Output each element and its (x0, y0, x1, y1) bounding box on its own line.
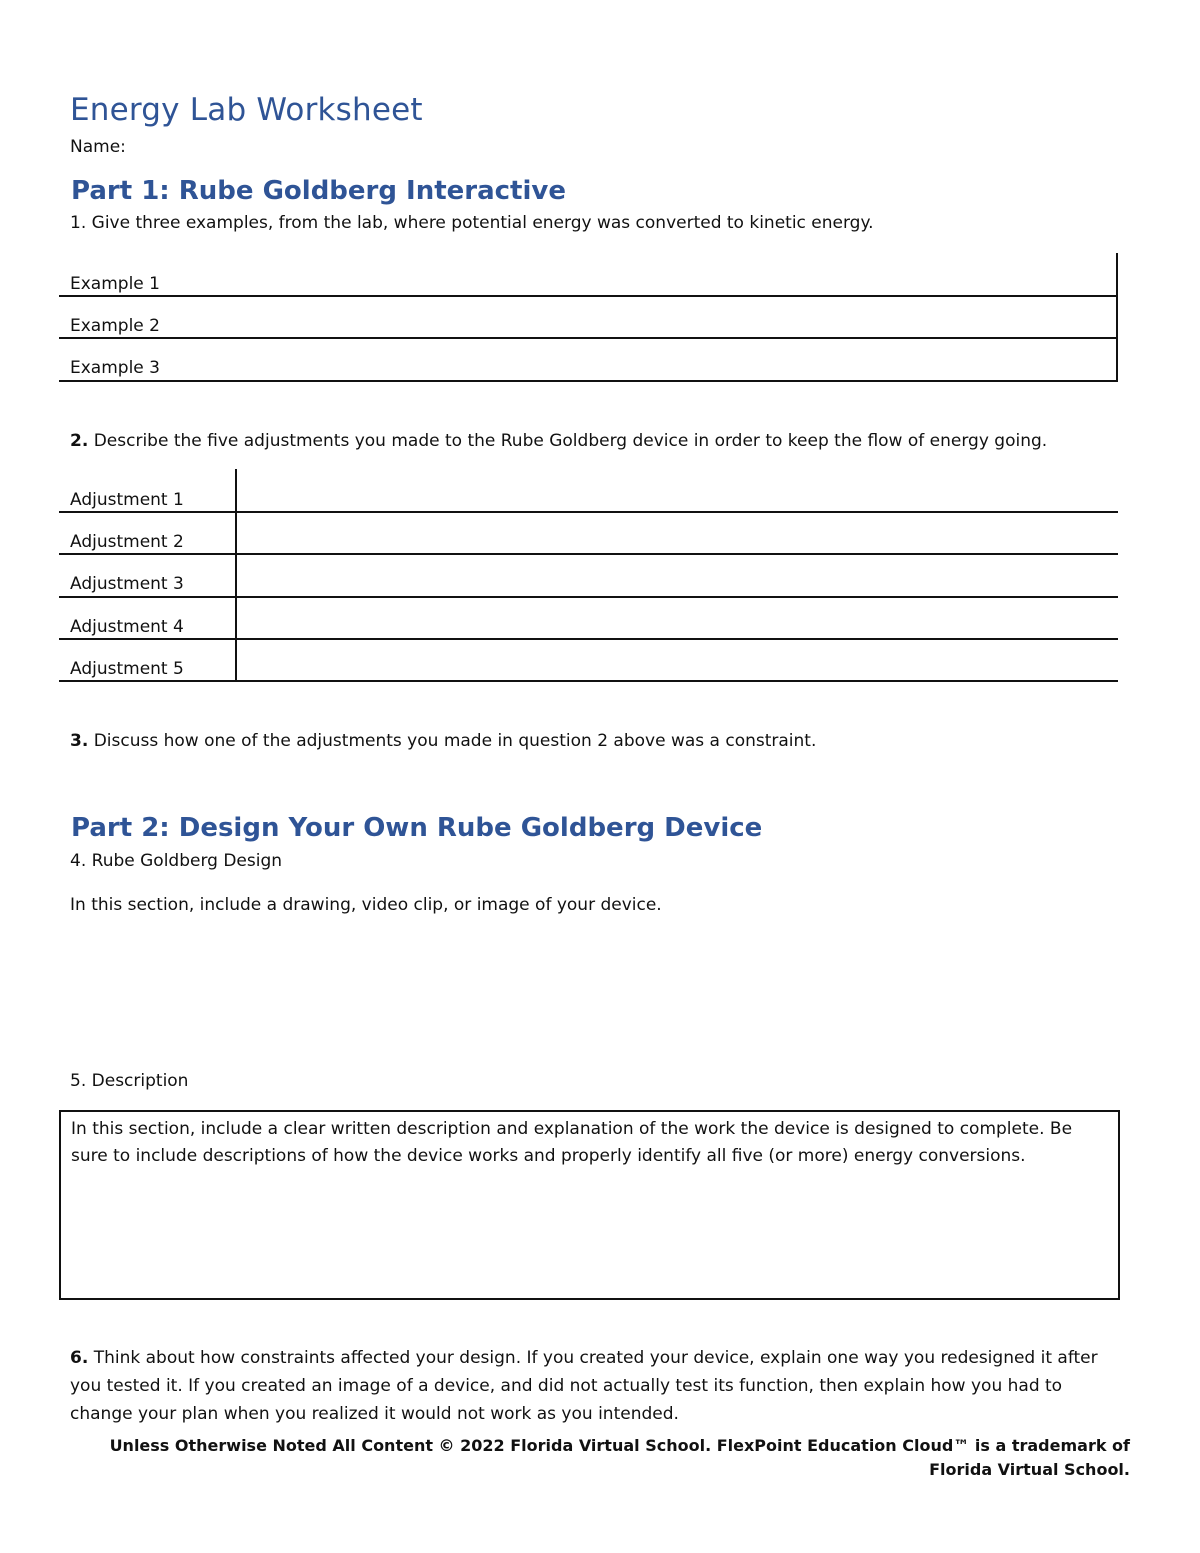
name-label: Name: (70, 137, 126, 157)
question-1-number: 1. (70, 213, 87, 233)
question-1 (70, 213, 874, 233)
description-box[interactable] (59, 1110, 1120, 1300)
adjustment-1-answer-line[interactable] (59, 511, 1118, 513)
question-4-number: 4. (70, 851, 87, 871)
example-3-answer-line[interactable] (59, 380, 1118, 382)
question-1-text: Give three examples, from the lab, where potential energy was converted to kinetic energy. (91, 213, 874, 233)
question-3-number: 3. (70, 731, 89, 751)
adjustments-table-divider (235, 469, 237, 682)
question-2-text: Describe the five adjustments you made to the Rube Goldberg device in order to keep the flow of energy going. (93, 431, 1048, 451)
question-5-number: 5. (70, 1071, 87, 1091)
example-1-label: Example 1 (70, 274, 160, 294)
adjustment-1-label: Adjustment 1 (70, 490, 184, 510)
adjustment-4-answer-line[interactable] (59, 638, 1118, 640)
question-6 (70, 1344, 1130, 1428)
adjustment-3-label: Adjustment 3 (70, 574, 184, 594)
question-6-text: Think about how constraints affected your design. If you created your device, explain one way you redesigned it after you tested it. If you created an image of a device, and did not actually test its function, then explain how you had to change your plan when you realized it would not work as you intended. (70, 1348, 1098, 1424)
question-4-instruction[interactable]: In this section, include a drawing, video clip, or image of your device. (70, 895, 662, 915)
adjustment-3-answer-line[interactable] (59, 596, 1118, 598)
example-2-answer-line[interactable] (59, 337, 1118, 339)
adjustment-5-label: Adjustment 5 (70, 659, 184, 679)
question-2-number: 2. (70, 431, 89, 451)
copyright-footer: Unless Otherwise Noted All Content © 2022 Florida Virtual School. FlexPoint Education Cloud™ is a trademark of Florida Virtual School. (109, 1436, 1130, 1479)
question-4 (70, 851, 282, 871)
adjustment-2-label: Adjustment 2 (70, 532, 184, 552)
page-title: Energy Lab Worksheet (70, 92, 423, 128)
description-box-text: In this section, include a clear written description and explanation of the work the device is designed to complete. Be sure to include descriptions of how the device works and properly identify all five (or more) energy conversions. (71, 1119, 1073, 1166)
question-6-number: 6. (70, 1348, 89, 1368)
question-4-label: Rube Goldberg Design (91, 851, 283, 871)
adjustment-5-answer-line[interactable] (59, 680, 1118, 682)
part2-heading: Part 2: Design Your Own Rube Goldberg Device (71, 813, 763, 843)
question-5 (70, 1071, 188, 1091)
example-1-answer-line[interactable] (59, 295, 1118, 297)
example-3-label: Example 3 (70, 358, 160, 378)
question-3 (70, 731, 816, 751)
examples-table-right-border (1116, 253, 1118, 382)
part1-heading: Part 1: Rube Goldberg Interactive (71, 176, 566, 206)
question-5-label: Description (91, 1071, 189, 1091)
question-3-text: Discuss how one of the adjustments you made in question 2 above was a constraint. (93, 731, 817, 751)
adjustment-2-answer-line[interactable] (59, 553, 1118, 555)
example-2-label: Example 2 (70, 316, 160, 336)
adjustment-4-label: Adjustment 4 (70, 617, 184, 637)
question-2 (70, 431, 1047, 451)
